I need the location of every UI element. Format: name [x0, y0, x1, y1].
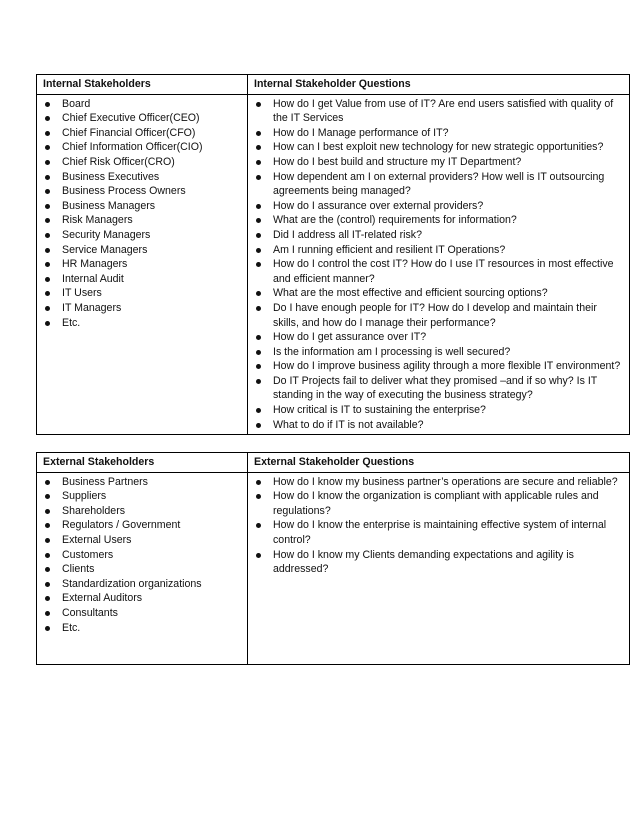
table-header-row	[37, 75, 630, 95]
stakeholder-item: Clients	[41, 562, 243, 577]
internal-stakeholders-list	[41, 97, 243, 331]
internal-questions-list	[252, 97, 625, 433]
stakeholder-item: IT Managers	[41, 301, 243, 316]
stakeholder-item: Business Executives	[41, 170, 243, 185]
stakeholder-item: Chief Risk Officer(CRO)	[41, 155, 243, 170]
question-item: How do I know the organization is compliant with applicable rules and regulations?	[252, 489, 625, 518]
external-stakeholders-header: External Stakeholders	[37, 453, 248, 473]
question-item: How do I get assurance over IT?	[252, 330, 625, 345]
question-item: How do I know the enterprise is maintaining effective system of internal control?	[252, 518, 625, 547]
stakeholder-item: IT Users	[41, 286, 243, 301]
stakeholder-item: Chief Financial Officer(CFO)	[41, 126, 243, 141]
question-item: How do I improve business agility through a more flexible IT environment?	[252, 359, 625, 374]
question-item: How can I best exploit new technology for new strategic opportunities?	[252, 140, 625, 155]
question-item: How do I know my Clients demanding expectations and agility is addressed?	[252, 548, 625, 577]
stakeholder-item: Business Managers	[41, 199, 243, 214]
stakeholder-item: Shareholders	[41, 504, 243, 519]
internal-stakeholders-header: Internal Stakeholders	[37, 75, 248, 95]
table-row	[37, 94, 630, 435]
question-item: Do IT Projects fail to deliver what they promised –and if so why? Is IT standing in the way of executing the business strategy?	[252, 374, 625, 403]
stakeholder-item: Etc.	[41, 316, 243, 331]
question-item: What are the most effective and efficient sourcing options?	[252, 286, 625, 301]
external-questions-list	[252, 475, 625, 577]
stakeholder-item: External Auditors	[41, 591, 243, 606]
stakeholder-item: External Users	[41, 533, 243, 548]
stakeholder-item: Business Partners	[41, 475, 243, 490]
stakeholder-item: Chief Information Officer(CIO)	[41, 140, 243, 155]
stakeholder-item: Risk Managers	[41, 213, 243, 228]
question-item: How do I control the cost IT? How do I use IT resources in most effective and efficient manner?	[252, 257, 625, 286]
stakeholder-item: Internal Audit	[41, 272, 243, 287]
stakeholder-item: Customers	[41, 548, 243, 563]
external-stakeholders-table	[36, 452, 630, 665]
question-item: How do I know my business partner’s operations are secure and reliable?	[252, 475, 625, 490]
question-item: How do I Manage performance of IT?	[252, 126, 625, 141]
stakeholder-item: Service Managers	[41, 243, 243, 258]
stakeholder-item: Board	[41, 97, 243, 112]
stakeholder-item: Consultants	[41, 606, 243, 621]
question-item: How do I get Value from use of IT? Are end users satisfied with quality of the IT Services	[252, 97, 625, 126]
stakeholder-item: Chief Executive Officer(CEO)	[41, 111, 243, 126]
stakeholder-item: Business Process Owners	[41, 184, 243, 199]
question-item: Do I have enough people for IT? How do I develop and maintain their skills, and how do I manage their performance?	[252, 301, 625, 330]
question-item: Am I running efficient and resilient IT Operations?	[252, 243, 625, 258]
internal-stakeholders-table	[36, 74, 630, 435]
question-item: Is the information am I processing is well secured?	[252, 345, 625, 360]
question-item: What to do if IT is not available?	[252, 418, 625, 433]
internal-stakeholders-cell	[37, 94, 248, 435]
stakeholder-item: Security Managers	[41, 228, 243, 243]
external-stakeholders-list	[41, 475, 243, 636]
table-row	[37, 472, 630, 664]
external-questions-header: External Stakeholder Questions	[248, 453, 630, 473]
stakeholder-item: Standardization organizations	[41, 577, 243, 592]
question-item: How do I assurance over external providers?	[252, 199, 625, 214]
question-item: What are the (control) requirements for information?	[252, 213, 625, 228]
stakeholder-item: Suppliers	[41, 489, 243, 504]
question-item: How dependent am I on external providers? How well is IT outsourcing agreements being managed?	[252, 170, 625, 199]
external-stakeholders-cell	[37, 472, 248, 664]
question-item: Did I address all IT-related risk?	[252, 228, 625, 243]
internal-questions-cell	[248, 94, 630, 435]
question-item: How do I best build and structure my IT Department?	[252, 155, 625, 170]
question-item: How critical is IT to sustaining the enterprise?	[252, 403, 625, 418]
stakeholder-item: Etc.	[41, 621, 243, 636]
internal-questions-header: Internal Stakeholder Questions	[248, 75, 630, 95]
stakeholder-item: Regulators / Government	[41, 518, 243, 533]
external-questions-cell	[248, 472, 630, 664]
stakeholder-item: HR Managers	[41, 257, 243, 272]
table-header-row	[37, 453, 630, 473]
